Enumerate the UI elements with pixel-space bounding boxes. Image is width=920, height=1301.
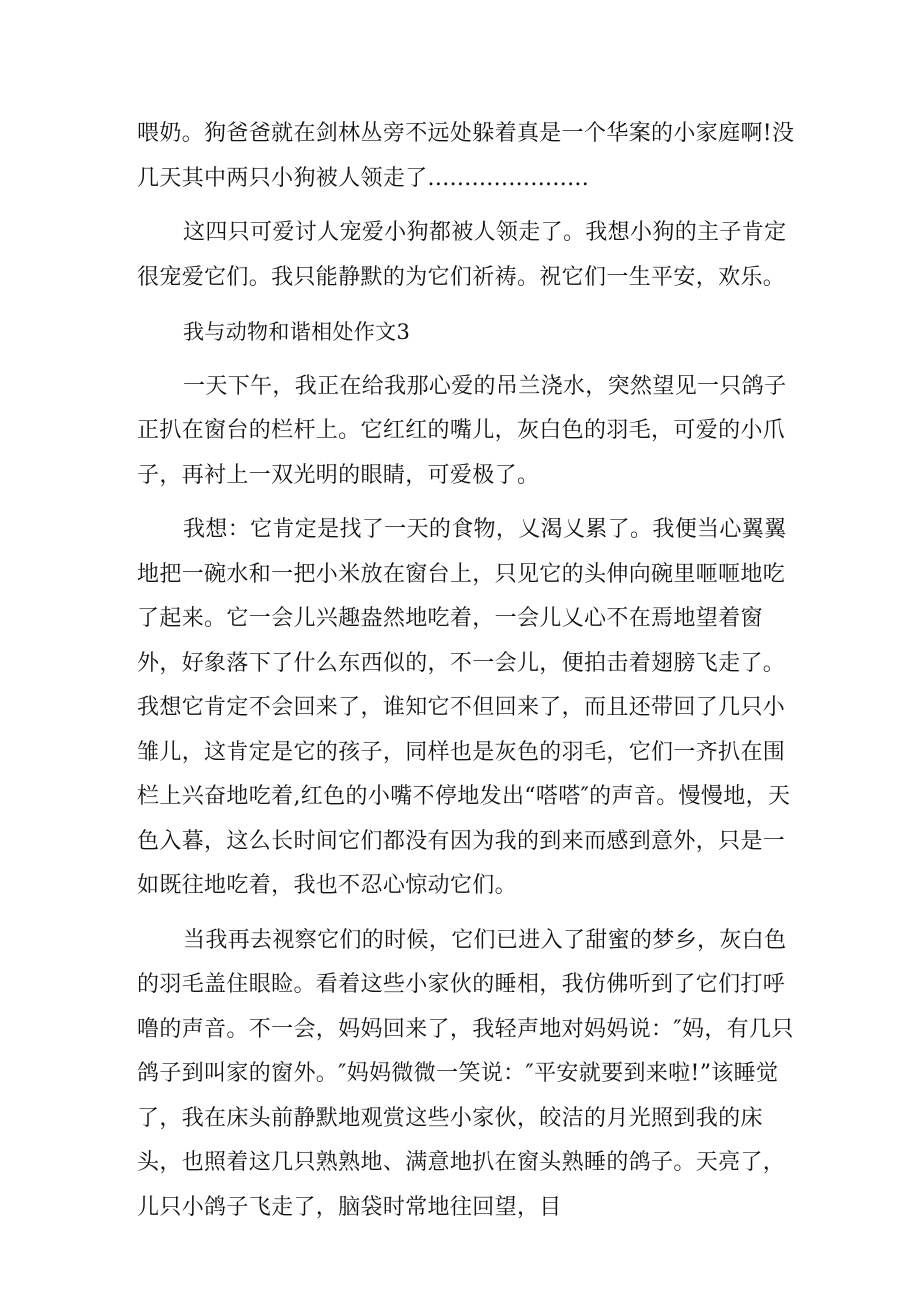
- paragraph-pigeons-sleeping: 当我再去视察它们的时候，它们已进入了甜蜜的梦乡，灰白色的羽毛盖住眼睑。看着这些小家伙的睡相，我仿佛听到了它们打呼噜的声音。不一会，妈妈回来了，我轻声地对妈妈说：″妈，有几只鸽子到叫家的窗外。″妈妈微微一笑说：″平安就要到来啦!”该睡觉了，我在床头前静默地观赏这些小家伙，皎洁的月光照到我的床头，也照着这几只熟熟地、满意地扒在窗头熟睡的鸽子。天亮了，儿只小鸽子飞走了，脑袋时常地往回望，目: [137, 927, 794, 1220]
- paragraph-feeding-pigeon: 我想：它肯定是找了一天的食物，乂渴乂累了。我便当心翼翼地把一碗水和一把小米放在窗台上，只见它的头伸向碗里咂咂地吃了起来。它一会儿兴趣盎然地吃着，一会儿乂心不在焉地望着窗外，好象落下了什么东西似的，不一会儿，便拍击着翅膀飞走了。我想它肯定不会回来了，谁知它不但回来了，而且还带回了几只小雏儿，这肯定是它的孩子，同样也是灰色的羽毛，它们一齐扒在围栏上兴奋地吃着,红色的小嘴不停地发出“嗒嗒″的声音。慢慢地，天色入暮，这么长时间它们都没有因为我的到来而感到意外，只是一如既往地吃着，我也不忍心惊动它们。: [137, 517, 791, 898]
- paragraph-continuation: 喂奶。狗爸爸就在剑林丛旁不远处躲着真是一个华案的小家庭啊!没几天其中两只小狗被人领走了......................: [137, 121, 795, 191]
- essay-title: 我与动物和谐相处作文3: [183, 320, 411, 344]
- document-body: [137, 112, 799, 1240]
- paragraph-puppies-adopted: 这四只可爱讨人宠爱小狗都被人领走了。我想小狗的主子肯定很宠爱它们。我只能静默的为它们祈祷。祝它们一生平安，欢乐。: [137, 220, 787, 290]
- paragraph-pigeon-arrives: 一天下午，我正在给我那心爱的吊兰浇水，突然望见一只鸽子正扒在窗台的栏杆上。它红红的嘴儿，灰白色的羽毛，可爱的小爪子，再衬上一双光明的眼睛，可爱极了。: [137, 373, 787, 488]
